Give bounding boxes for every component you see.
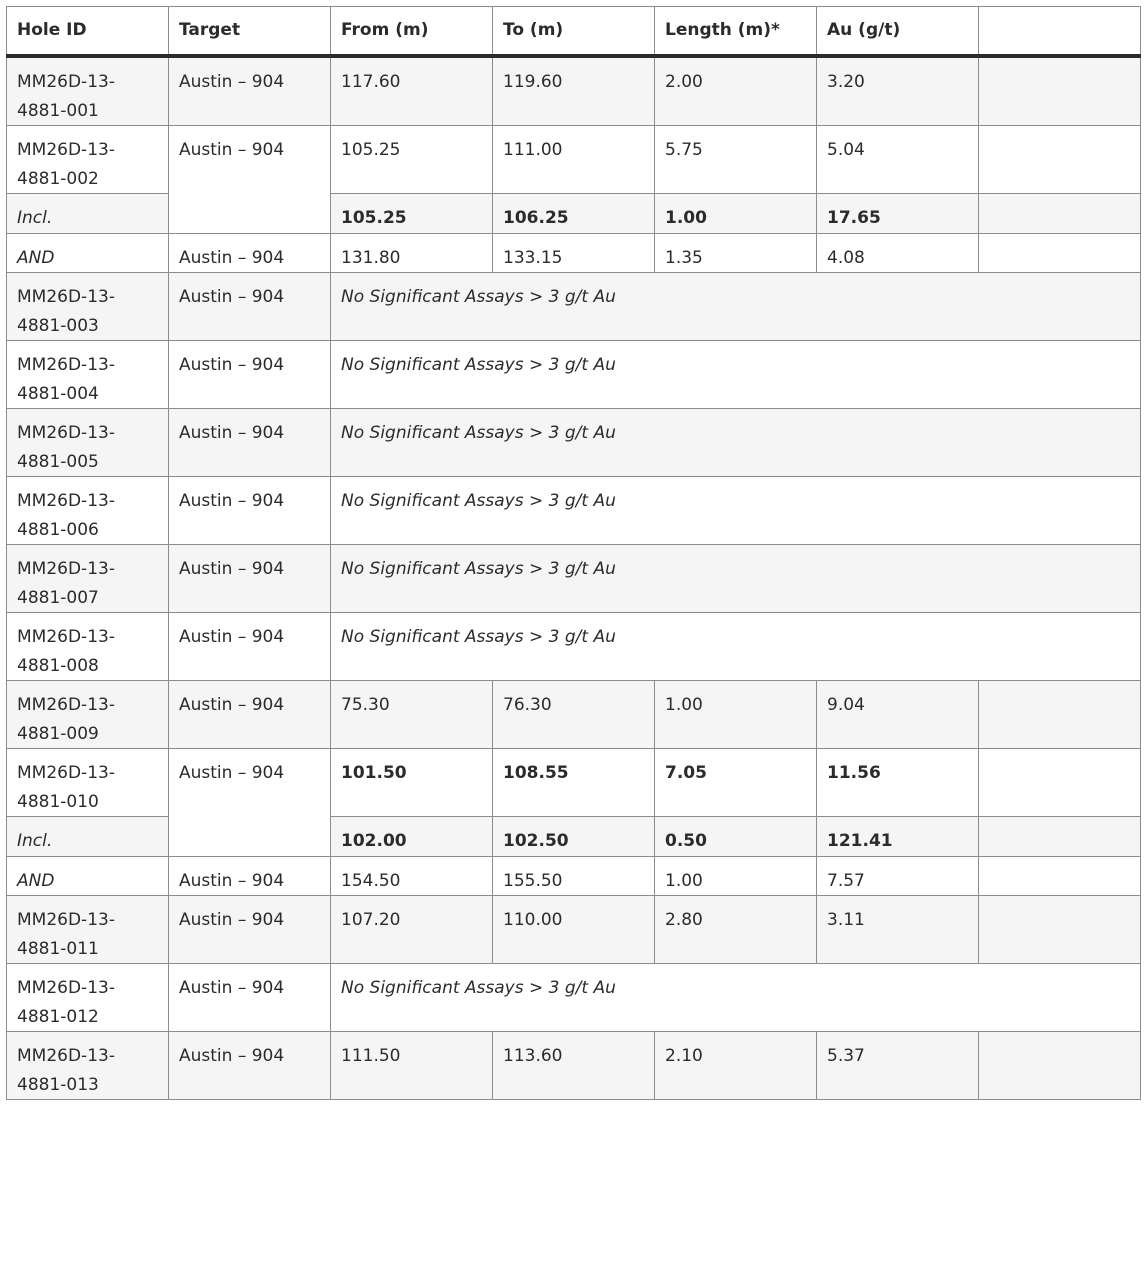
hole-id-cell: Incl. xyxy=(7,194,169,234)
to-cell: 111.00 xyxy=(493,126,655,194)
hole-id-cell: AND xyxy=(7,856,169,896)
hole-id-cell: MM26D-13-4881-008 xyxy=(7,613,169,681)
from-cell: 75.30 xyxy=(331,681,493,749)
no-assays-note: No Significant Assays > 3 g/t Au xyxy=(331,545,1141,613)
length-cell: 1.35 xyxy=(655,233,817,273)
to-cell: 113.60 xyxy=(493,1032,655,1100)
table-row xyxy=(7,681,1141,749)
hole-id-cell: MM26D-13-4881-012 xyxy=(7,964,169,1032)
from-cell: 111.50 xyxy=(331,1032,493,1100)
target-cell: Austin – 904 xyxy=(169,477,331,545)
length-cell: 2.80 xyxy=(655,896,817,964)
header-hole-id[interactable]: Hole ID xyxy=(7,7,169,57)
to-cell: 133.15 xyxy=(493,233,655,273)
from-cell: 101.50 xyxy=(331,749,493,817)
from-cell: 131.80 xyxy=(331,233,493,273)
from-cell: 102.00 xyxy=(331,817,493,857)
target-cell: Austin – 904 xyxy=(169,856,331,896)
hole-id-cell: MM26D-13-4881-009 xyxy=(7,681,169,749)
target-cell: Austin – 904 xyxy=(169,273,331,341)
to-cell: 155.50 xyxy=(493,856,655,896)
table-row xyxy=(7,477,1141,545)
to-cell: 110.00 xyxy=(493,896,655,964)
no-assays-note: No Significant Assays > 3 g/t Au xyxy=(331,477,1141,545)
table-row xyxy=(7,233,1141,273)
hole-id-cell: MM26D-13-4881-007 xyxy=(7,545,169,613)
header-length[interactable]: Length (m)* xyxy=(655,7,817,57)
hole-id-cell: MM26D-13-4881-010 xyxy=(7,749,169,817)
empty-cell xyxy=(979,817,1141,857)
hole-id-cell: Incl. xyxy=(7,817,169,857)
au-cell: 5.04 xyxy=(817,126,979,194)
table-row xyxy=(7,749,1141,817)
table-row xyxy=(7,613,1141,681)
target-cell: Austin – 904 xyxy=(169,1032,331,1100)
length-cell: 1.00 xyxy=(655,194,817,234)
empty-cell xyxy=(979,233,1141,273)
table-row xyxy=(7,409,1141,477)
target-cell: Austin – 904 xyxy=(169,233,331,273)
table-row xyxy=(7,856,1141,896)
target-cell: Austin – 904 xyxy=(169,896,331,964)
header-empty xyxy=(979,7,1141,57)
empty-cell xyxy=(979,56,1141,126)
table-header-row xyxy=(7,7,1141,57)
hole-id-cell: MM26D-13-4881-006 xyxy=(7,477,169,545)
au-cell: 121.41 xyxy=(817,817,979,857)
hole-id-cell: MM26D-13-4881-001 xyxy=(7,56,169,126)
au-cell: 3.11 xyxy=(817,896,979,964)
table-row xyxy=(7,126,1141,194)
au-cell: 11.56 xyxy=(817,749,979,817)
to-cell: 119.60 xyxy=(493,56,655,126)
from-cell: 154.50 xyxy=(331,856,493,896)
target-cell: Austin – 904 xyxy=(169,341,331,409)
to-cell: 76.30 xyxy=(493,681,655,749)
from-cell: 107.20 xyxy=(331,896,493,964)
to-cell: 106.25 xyxy=(493,194,655,234)
no-assays-note: No Significant Assays > 3 g/t Au xyxy=(331,613,1141,681)
header-au[interactable]: Au (g/t) xyxy=(817,7,979,57)
au-cell: 7.57 xyxy=(817,856,979,896)
target-cell: Austin – 904 xyxy=(169,126,331,234)
au-cell: 5.37 xyxy=(817,1032,979,1100)
target-cell: Austin – 904 xyxy=(169,964,331,1032)
au-cell: 3.20 xyxy=(817,56,979,126)
empty-cell xyxy=(979,681,1141,749)
from-cell: 105.25 xyxy=(331,126,493,194)
empty-cell xyxy=(979,1032,1141,1100)
no-assays-note: No Significant Assays > 3 g/t Au xyxy=(331,273,1141,341)
length-cell: 1.00 xyxy=(655,856,817,896)
drill-results-table xyxy=(6,6,1141,1100)
hole-id-cell: MM26D-13-4881-005 xyxy=(7,409,169,477)
length-cell: 2.00 xyxy=(655,56,817,126)
hole-id-cell: MM26D-13-4881-011 xyxy=(7,896,169,964)
table-row xyxy=(7,964,1141,1032)
hole-id-cell: MM26D-13-4881-004 xyxy=(7,341,169,409)
empty-cell xyxy=(979,856,1141,896)
hole-id-cell: MM26D-13-4881-003 xyxy=(7,273,169,341)
length-cell: 1.00 xyxy=(655,681,817,749)
no-assays-note: No Significant Assays > 3 g/t Au xyxy=(331,341,1141,409)
au-cell: 9.04 xyxy=(817,681,979,749)
empty-cell xyxy=(979,126,1141,194)
au-cell: 4.08 xyxy=(817,233,979,273)
header-from[interactable]: From (m) xyxy=(331,7,493,57)
length-cell: 5.75 xyxy=(655,126,817,194)
drill-results-table-container xyxy=(6,6,1140,1100)
length-cell: 2.10 xyxy=(655,1032,817,1100)
target-cell: Austin – 904 xyxy=(169,749,331,857)
hole-id-cell: MM26D-13-4881-002 xyxy=(7,126,169,194)
table-row xyxy=(7,273,1141,341)
target-cell: Austin – 904 xyxy=(169,409,331,477)
target-cell: Austin – 904 xyxy=(169,613,331,681)
empty-cell xyxy=(979,194,1141,234)
to-cell: 102.50 xyxy=(493,817,655,857)
length-cell: 7.05 xyxy=(655,749,817,817)
to-cell: 108.55 xyxy=(493,749,655,817)
table-row xyxy=(7,545,1141,613)
table-row xyxy=(7,1032,1141,1100)
header-target[interactable]: Target xyxy=(169,7,331,57)
no-assays-note: No Significant Assays > 3 g/t Au xyxy=(331,964,1141,1032)
target-cell: Austin – 904 xyxy=(169,545,331,613)
table-row xyxy=(7,896,1141,964)
from-cell: 117.60 xyxy=(331,56,493,126)
empty-cell xyxy=(979,896,1141,964)
length-cell: 0.50 xyxy=(655,817,817,857)
target-cell: Austin – 904 xyxy=(169,56,331,126)
target-cell: Austin – 904 xyxy=(169,681,331,749)
empty-cell xyxy=(979,749,1141,817)
au-cell: 17.65 xyxy=(817,194,979,234)
hole-id-cell: MM26D-13-4881-013 xyxy=(7,1032,169,1100)
no-assays-note: No Significant Assays > 3 g/t Au xyxy=(331,409,1141,477)
table-row xyxy=(7,341,1141,409)
from-cell: 105.25 xyxy=(331,194,493,234)
hole-id-cell: AND xyxy=(7,233,169,273)
table-row xyxy=(7,56,1141,126)
header-to[interactable]: To (m) xyxy=(493,7,655,57)
